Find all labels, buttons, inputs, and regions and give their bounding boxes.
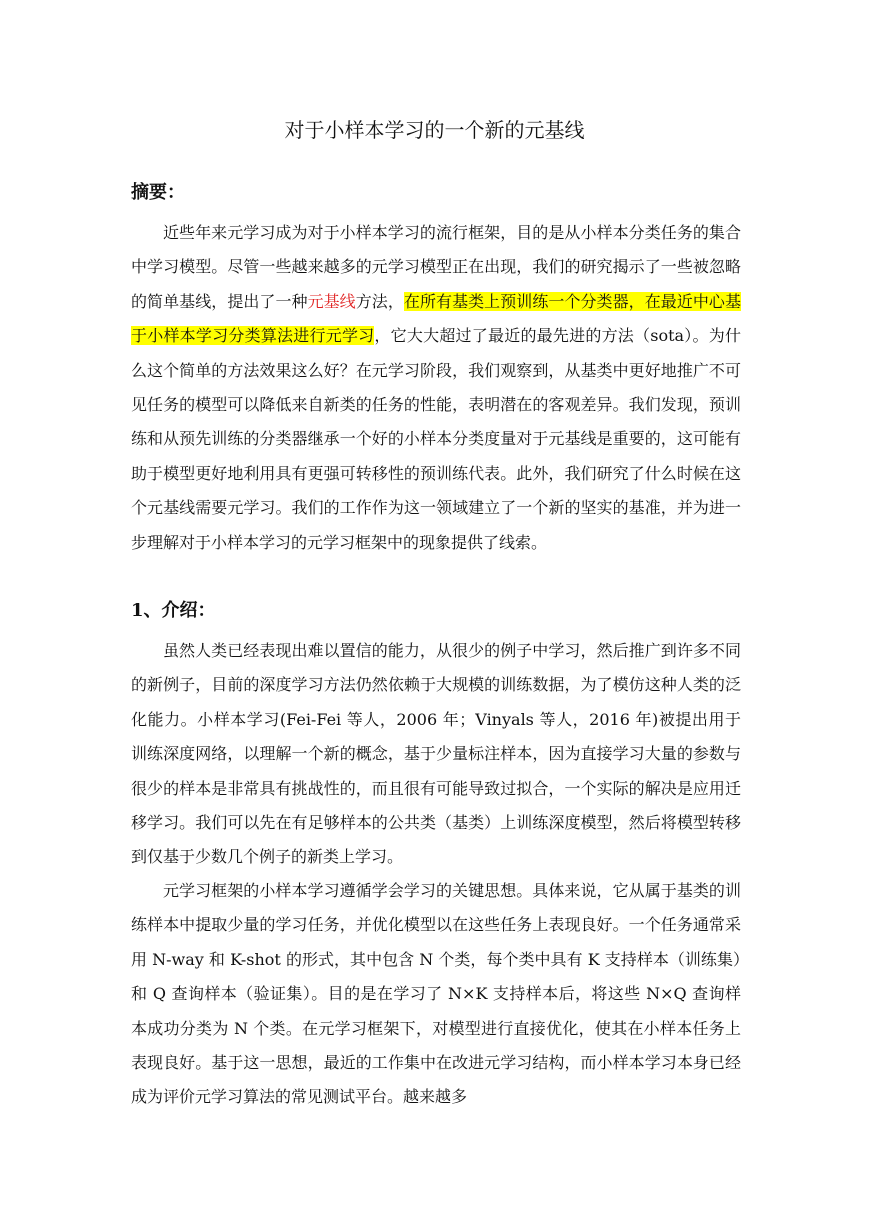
document-title: 对于小样本学习的一个新的元基线	[284, 118, 585, 142]
highlighted-phrase: 在所有基类上预训练一个分类器，在最近中心基于小样本学习分类算法进行元学习	[131, 291, 741, 346]
abstract-text-part-1: 近些年来元学习成为对于小样本学习的流行框架，目的是从小样本分类任务的集合中学习模型。尽管一些越来越多的元学习模型正在出现，我们的研究揭示了一些被忽略的简单基线，提出了一种	[131, 223, 741, 311]
intro-paragraph-2: 元学习框架的小样本学习遵循学会学习的关键思想。具体来说，它从属于基类的训练样本中提取少量的学习任务，并优化模型以在这些任务上表现良好。一个任务通常采用 N-way 和 K-shot 的形式，其中包含 N 个类，每个类中具有 K 支持样本（训练集）和 Q 查询样本（验证集）。目的是在学习了 N×K 支持样本后，将这些 N×Q 查询样本成功分类为 N 个类。在元学习框架下，对模型进行直接优化，使其在小样本任务上表现良好。基于这一思想，最近的工作集中在改进元学习结构，而小样本学习本身已经成为评价元学习算法的常见测试平台。越来越多	[131, 881, 741, 1107]
abstract-paragraph	[131, 216, 741, 560]
abstract-text-part-3: ，它大大超过了最近的最先进的方法（sota）。为什么这个简单的方法效果这么好？在元学习阶段，我们观察到，从基类中更好地推广不可见任务的模型可以降低来自新类的任务的性能，表明潜在的客观差异。我们发现，预训练和从预先训练的分类器继承一个好的小样本分类度量对于元基线是重要的，这可能有助于模型更好地利用具有更强可转移性的预训练代表。此外，我们研究了什么时候在这个元基线需要元学习。我们的工作作为这一领域建立了一个新的坚实的基准，并为进一步理解对于小样本学习的元学习框架中的现象提供了线索。	[131, 326, 741, 552]
intro-heading: 1、介绍：	[131, 600, 216, 621]
abstract-text-part-2: 方法，	[355, 291, 404, 311]
abstract-heading: 摘要：	[131, 182, 185, 203]
red-term-meta-baseline: 元基线	[307, 291, 356, 311]
intro-paragraph-1: 虽然人类已经表现出难以置信的能力，从很少的例子中学习，然后推广到许多不同的新例子，目前的深度学习方法仍然依赖于大规模的训练数据，为了模仿这种人类的泛化能力。小样本学习(Fei-Fei 等人，2006 年；Vinyals 等人，2016 年)被提出用于训练深度网络，以理解一个新的概念，基于少量标注样本，因为直接学习大量的参数与很少的样本是非常具有挑战性的，而且很有可能导致过拟合，一个实际的解决是应用迁移学习。我们可以先在有足够样本的公共类（基类）上训练深度模型，然后将模型转移到仅基于少数几个例子的新类上学习。	[131, 641, 741, 867]
